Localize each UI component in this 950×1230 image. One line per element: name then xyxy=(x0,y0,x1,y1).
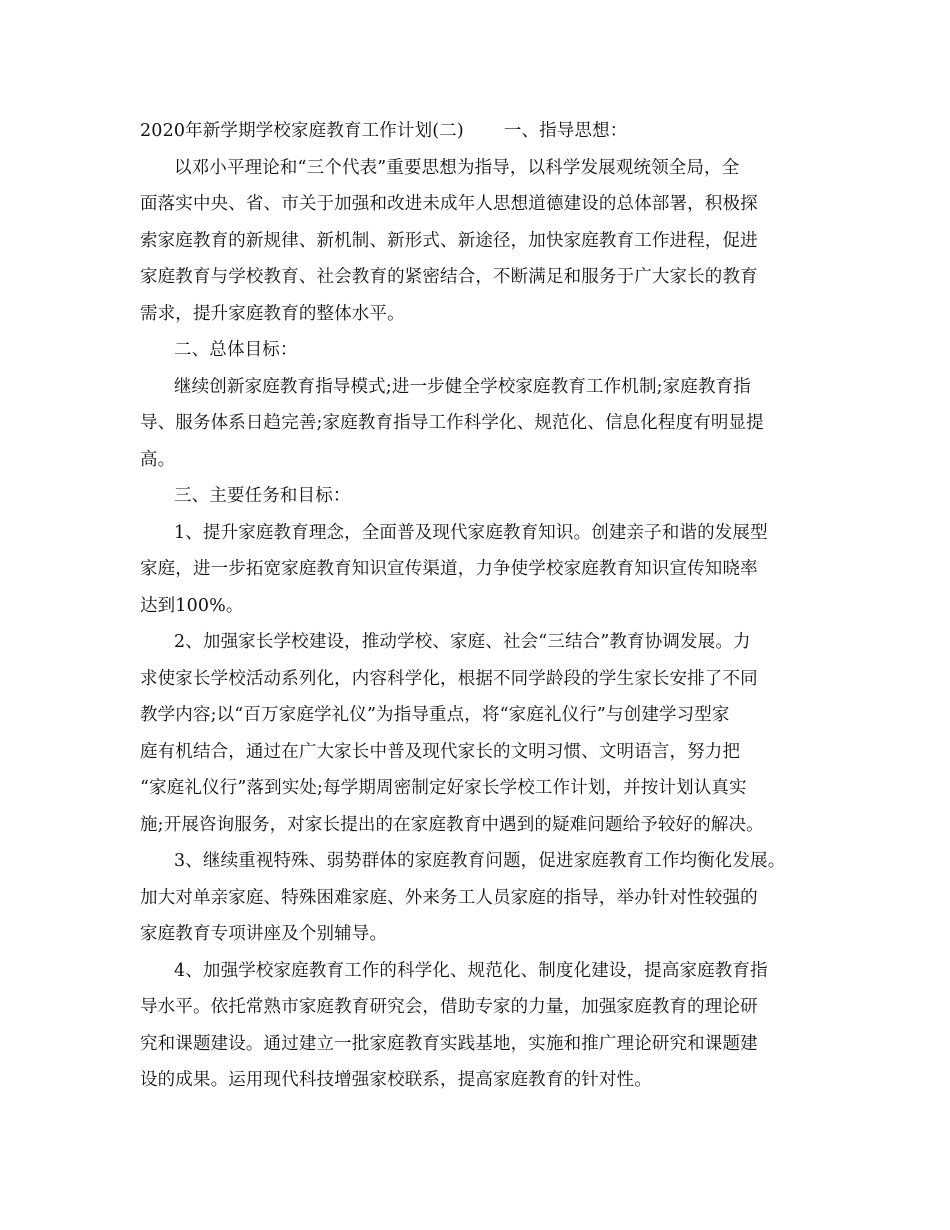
paragraph-line: 导、服务体系日趋完善;家庭教育指导工作科学化、规范化、信息化程度有明显提 xyxy=(140,413,764,433)
title-line xyxy=(140,120,810,142)
section-heading-overall-goals: 二、总体目标： xyxy=(174,340,298,360)
paragraph-line: 需求，提升家庭教育的整体水平。 xyxy=(140,303,405,324)
paragraph-line: 达到100%。 xyxy=(140,595,244,616)
paragraph-line: 家庭教育专项讲座及个别辅导。 xyxy=(140,924,388,944)
paragraph-line: 家庭教育与学校教育、社会教育的紧密结合，不断满足和服务于广大家长的教育 xyxy=(140,267,758,287)
paragraph-line: 高。 xyxy=(140,449,176,470)
section-heading-guiding-thought: 一、指导思想： xyxy=(503,121,628,141)
document-body xyxy=(140,120,810,1106)
paragraph-line: 施;开展咨询服务，对家长提出的在家庭教育中遇到的疑难问题给予较好的解决。 xyxy=(140,814,764,835)
paragraph-line: 面落实中央、省、市关于加强和改进未成年人思想道德建设的总体部署，积极探 xyxy=(140,194,758,214)
section-heading-main-tasks: 三、主要任务和目标： xyxy=(174,486,351,506)
paragraph-line: 究和课题建设。通过建立一批家庭教育实践基地，实施和推广理论研究和课题建 xyxy=(140,1033,758,1054)
paragraph-line: 教学内容;以“百万家庭学礼仪”为指导重点，将“家庭礼仪行”与创建学习型家 xyxy=(140,705,730,725)
paragraph-line: 导水平。依托常熟市家庭教育研究会，借助专家的力量，加强家庭教育的理论研 xyxy=(140,997,758,1017)
paragraph-line: “家庭礼仪行”落到实处;每学期周密制定好家长学校工作计划，并按计划认真实 xyxy=(140,778,747,798)
paragraph-line: 设的成果。运用现代科技增强家校联系，提高家庭教育的针对性。 xyxy=(140,1070,652,1090)
paragraph-line: 庭有机结合，通过在广大家长中普及现代家长的文明习惯、文明语言，努力把 xyxy=(140,741,741,762)
paragraph-line: 家庭，进一步拓宽家庭教育知识宣传渠道，力争使学校家庭教育知识宣传知晓率 xyxy=(140,559,758,579)
paragraph-line: 4、加强学校家庭教育工作的科学化、规范化、制度化建设，提高家庭教育指 xyxy=(174,960,768,981)
paragraph-line: 2、加强家长学校建设，推动学校、家庭、社会“三结合”教育协调发展。力 xyxy=(174,632,751,652)
paragraph-line: 1、提升家庭教育理念，全面普及现代家庭教育知识。创建亲子和谐的发展型 xyxy=(174,522,768,543)
paragraph-line: 以邓小平理论和“三个代表”重要思想为指导，以科学发展观统领全局，全 xyxy=(174,157,740,178)
paragraph-line: 求使家长学校活动系列化，内容科学化，根据不同学龄段的学生家长安排了不同 xyxy=(140,668,758,689)
paragraph-line: 3、继续重视特殊、弱势群体的家庭教育问题，促进家庭教育工作均衡化发展。 xyxy=(174,851,786,871)
document-title: 2020年新学期学校家庭教育工作计划(二) xyxy=(140,121,464,141)
paragraph-line: 继续创新家庭教育指导模式;进一步健全学校家庭教育工作机制;家庭教育指 xyxy=(174,376,751,397)
paragraph-line: 加大对单亲家庭、特殊困难家庭、外来务工人员家庭的指导，举办针对性较强的 xyxy=(140,887,758,908)
paragraph-line: 索家庭教育的新规律、新机制、新形式、新途径，加快家庭教育工作进程，促进 xyxy=(140,230,758,251)
